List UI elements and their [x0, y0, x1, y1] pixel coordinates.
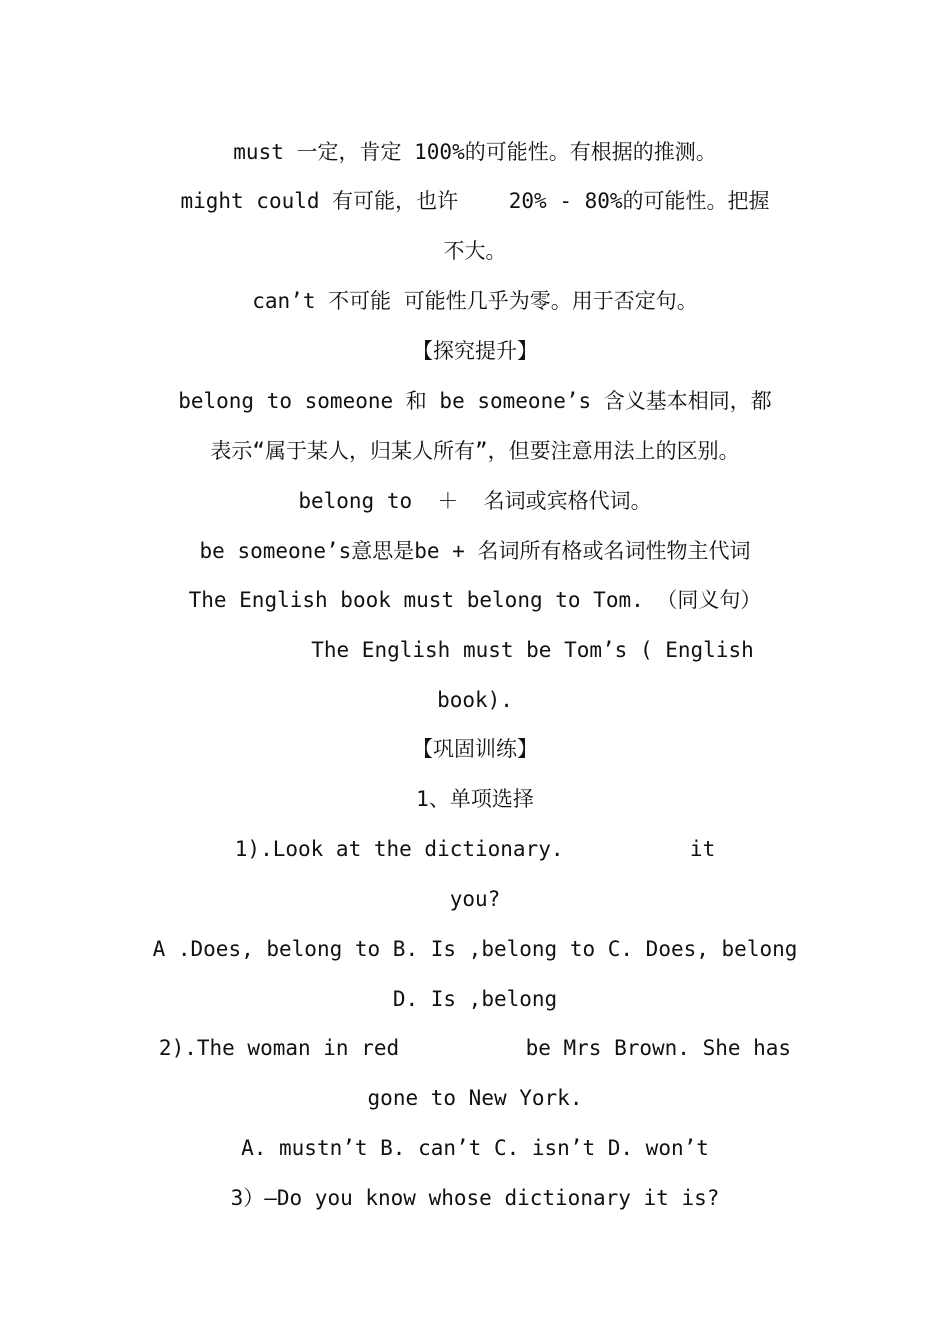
question-3: 3）—Do you know whose dictionary it is?	[230, 1186, 720, 1210]
question-1: 1).Look at the dictionary. it	[234, 837, 716, 861]
subheading-single-choice: 1、单项选择	[416, 787, 534, 811]
example-sentence-2: The English must be Tom’s ( English	[311, 638, 754, 662]
text-line-belong-to: belong to someone 和 be someone’s 含义基本相同，都	[178, 389, 772, 413]
question-1-cont: you?	[449, 887, 501, 911]
text-line-cant: can’t 不可能 可能性几乎为零。用于否定句。	[252, 289, 698, 313]
text-line-meaning: 表示“属于某人，归某人所有”，但要注意用法上的区别。	[210, 439, 740, 463]
question-1-option-d: D. Is ,belong	[392, 987, 558, 1011]
question-1-options: A .Does, belong to B. Is ,belong to C. Does, belong	[152, 937, 798, 961]
text-line-belong-rule: belong to ＋ 名词或宾格代词。	[298, 489, 652, 513]
text-line-be-someones: be someone’s意思是be + 名词所有格或名词性物主代词	[199, 539, 751, 563]
example-sentence-2-cont: book).	[437, 688, 513, 712]
question-2-cont: gone to New York.	[367, 1086, 583, 1110]
question-2: 2).The woman in red be Mrs Brown. She has	[158, 1036, 792, 1060]
text-line-might-could: might could 有可能，也许 20% - 80%的可能性。把握	[180, 189, 770, 213]
text-line-must: must 一定，肯定 100%的可能性。有根据的推测。	[233, 140, 717, 164]
question-2-options: A. mustn’t B. can’t C. isn’t D. won’t	[241, 1136, 709, 1160]
section-heading-practice: 【巩固训练】	[412, 737, 538, 761]
example-sentence-1: The English book must belong to Tom. （同义句）	[188, 588, 762, 612]
text-line-not-large: 不大。	[443, 239, 507, 263]
section-heading-explore: 【探究提升】	[412, 339, 538, 363]
